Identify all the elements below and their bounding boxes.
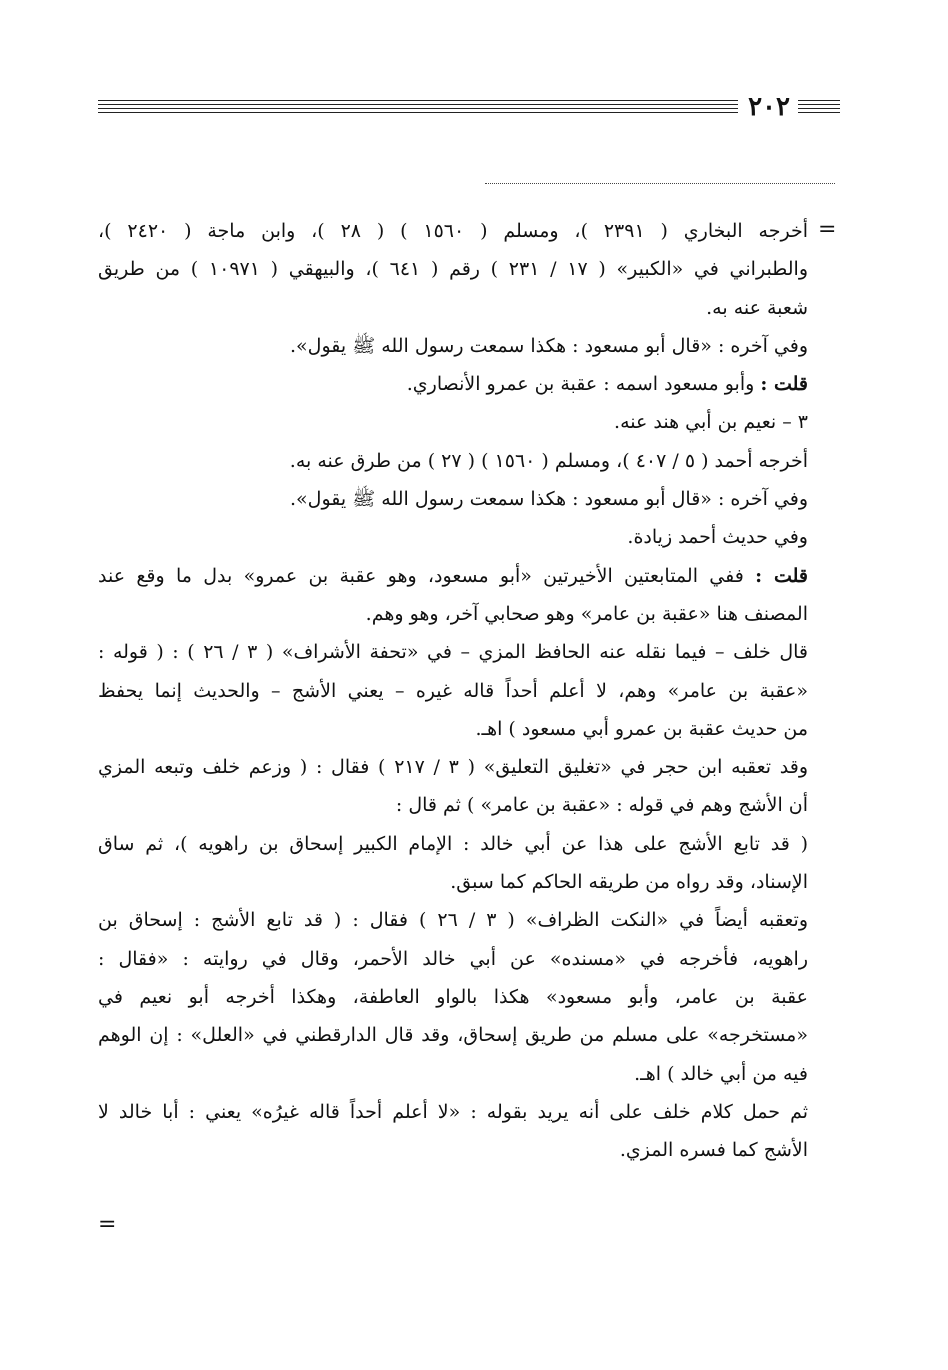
line-text: ٣ – نعيم بن أبي هند عنه. (614, 411, 808, 434)
text-line (98, 403, 808, 441)
text-line (98, 365, 808, 403)
line-text: أخرجه البخاري ( ٢٣٩١ )، ومسلم ( ١٥٦٠ ) ( ٢٨ )، وابن ماجة ( ٢٤٢٠ )، (98, 220, 808, 242)
text-line (98, 595, 808, 633)
continuation-mark-end: = (98, 1212, 117, 1237)
line-text: ثم حمل كلام خلف على أنه يريد بقوله : «لا أعلم أحداً قاله غيرُه» يعني : أبا خالد لا (98, 1100, 808, 1123)
text-line (98, 480, 808, 518)
text-line (98, 518, 808, 556)
text-line (98, 1016, 808, 1054)
line-text: أن الأشج وهم في قوله : «عقبة بن عامر» ) ثم قال : (395, 794, 808, 817)
line-text: والطبراني في «الكبير» ( ١٧ / ٢٣١ ) رقم ( ٦٤١ )، والبيهقي ( ١٠٩٧١ ) من طريق (98, 258, 808, 281)
text-line (98, 327, 808, 365)
header-rule (98, 100, 738, 101)
line-text: راهويه، فأخرجه في «مسنده» عن أبي خالد الأحمر، وقال في روايته : «فقال : (98, 947, 808, 970)
note-label: قلت : (755, 564, 808, 587)
line-text: أخرجه أحمد ( ٥ / ٤٠٧ )، ومسلم ( ١٥٦٠ ) ( ٢٧ ) من طرق عنه به. (289, 449, 808, 472)
text-line (98, 1055, 808, 1093)
line-text: «عقبة بن عامر» وهم، لا أعلم أحداً قاله غيره – يعني الأشج – والحديث إنما يحفظ (98, 679, 808, 702)
line-text: قال خلف – فيما نقله عنه الحافظ المزي – في «تحفة الأشراف» ( ٣ / ٢٦ ) : ( قوله : (98, 641, 808, 664)
line-text: ( قد تابع الأشج على هذا عن أبي خالد : الإمام الكبير إسحاق بن راهويه )، ثم ساق (98, 832, 808, 855)
line-text: ففي المتابعتين الأخيرتين «أبو مسعود، وهو عقبة بن عمرو» بدل ما وقع عند (98, 564, 756, 587)
text-line (98, 978, 808, 1016)
line-text: وفي آخره : «قال أبو مسعود : هكذا سمعت رسول الله ﷺ يقول». (290, 488, 808, 511)
line-text: وأبو مسعود اسمه : عقبة بن عمرو الأنصاري. (406, 373, 761, 396)
text-line (98, 672, 808, 710)
line-text: الإسناد، وقد رواه من طريقه الحاكم كما سبق. (450, 871, 808, 894)
line-text: شعبة عنه به. (706, 296, 808, 319)
page-header (98, 92, 840, 122)
header-rule (798, 108, 840, 109)
footnote-text (98, 212, 808, 1169)
text-line (98, 786, 808, 824)
text-line (98, 289, 808, 327)
page-number: ٢٠٢ (748, 92, 790, 122)
header-rule (98, 112, 738, 113)
line-text: وتعقبه أيضاً في «النكت الظراف» ( ٣ / ٢٦ ) فقال : ( قد تابع الأشج : إسحاق بن (98, 909, 808, 932)
text-line (98, 250, 808, 288)
text-line (98, 633, 808, 671)
line-text: من حديث عقبة بن عمرو أبي مسعود ) اهـ. (475, 717, 808, 740)
text-line (98, 1131, 808, 1169)
line-text: الأشج كما فسره المزي. (619, 1139, 808, 1162)
note-label: قلت : (760, 373, 808, 396)
text-line (98, 710, 808, 748)
continuation-mark: = (818, 217, 837, 242)
text-line (98, 442, 808, 480)
text-line (98, 825, 808, 863)
line-text: المصنف هنا «عقبة بن عامر» وهو صحابي آخر، وهو وهم. (365, 602, 808, 625)
line-text: وقد تعقبه ابن حجر في «تغليق التعليق» ( ٣ / ٢١٧ ) فقال : ( وزعم خلف وتبعه المزي (98, 756, 808, 779)
line-text: وفي حديث أحمد زيادة. (627, 526, 808, 549)
text-line (98, 748, 808, 786)
text-line (98, 863, 808, 901)
line-text: فيه من أبي خالد ) اهـ. (634, 1062, 808, 1085)
text-line (98, 901, 808, 939)
header-rule (798, 112, 840, 113)
header-rule (798, 100, 840, 101)
text-line (98, 940, 808, 978)
header-rule (98, 104, 738, 105)
text-line (98, 557, 808, 595)
footnote-separator (485, 183, 835, 184)
line-text: «مستخرجه» على مسلم من طريق إسحاق، وقد قال الدارقطني في «العلل» : إن الوهم (98, 1024, 808, 1047)
text-line (98, 1093, 808, 1131)
line-text: عقبة بن عامر، وأبو مسعود» هكذا بالواو العاطفة، وهكذا أخرجه أبو نعيم في (98, 985, 808, 1008)
header-rule (798, 104, 840, 105)
text-line (98, 212, 808, 250)
line-text: وفي آخره : «قال أبو مسعود : هكذا سمعت رسول الله ﷺ يقول». (290, 334, 808, 357)
header-rule (98, 108, 738, 109)
